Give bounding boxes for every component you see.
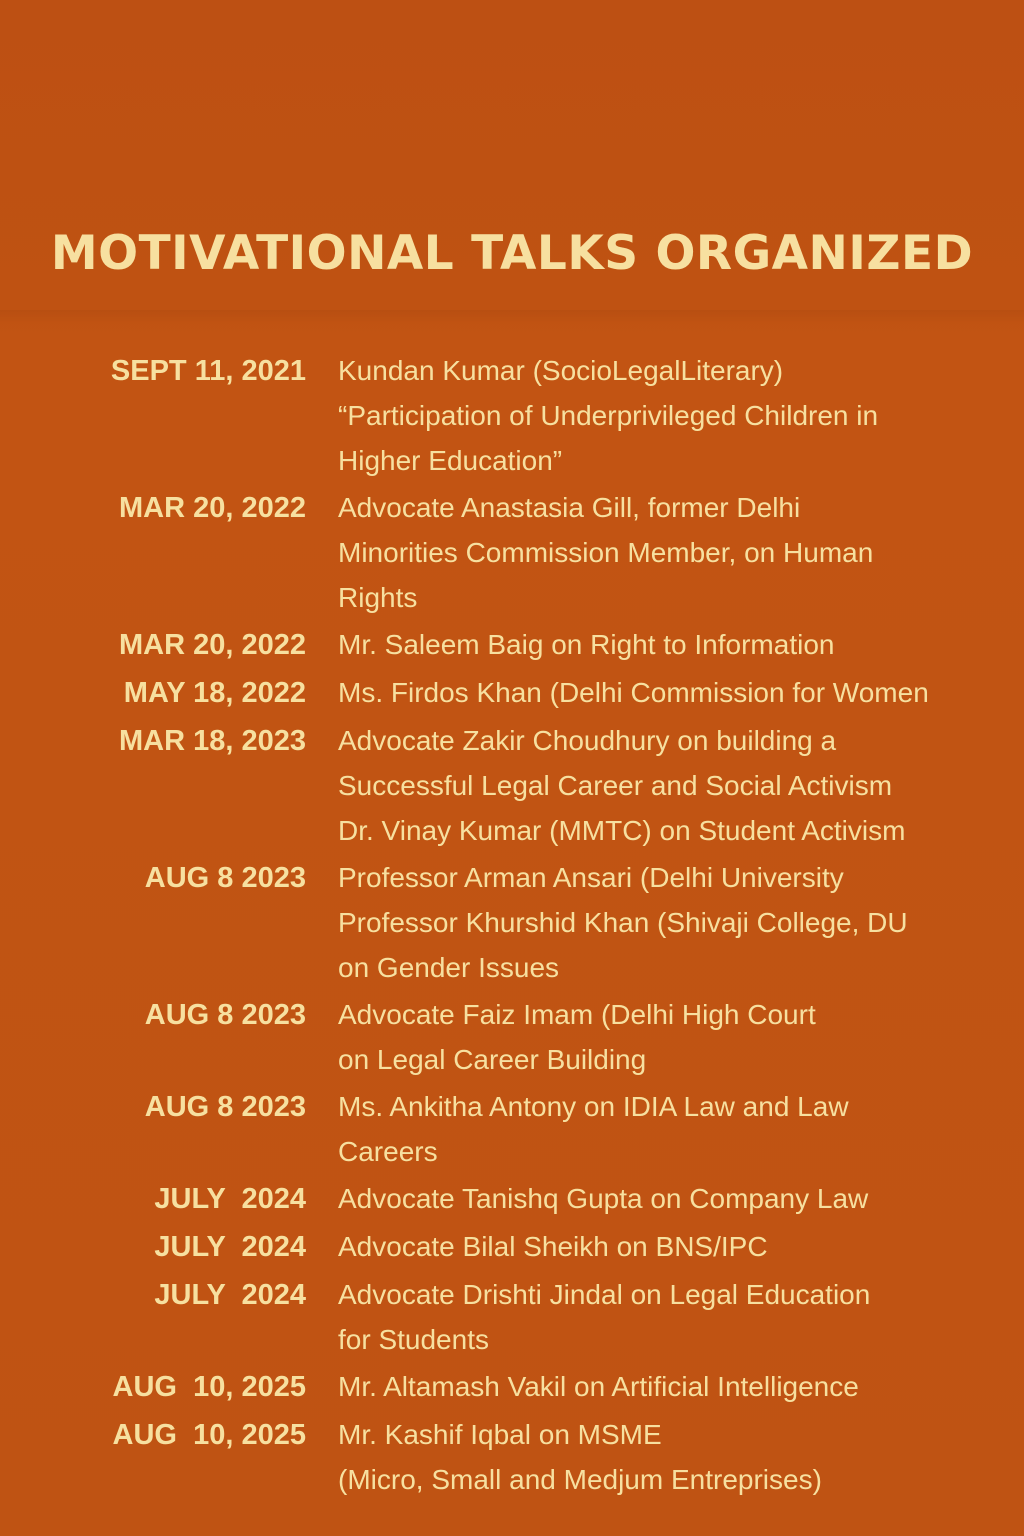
talk-line: Advocate Zakir Choudhury on building a <box>338 725 837 756</box>
talk-line: Kundan Kumar (SocioLegalLiterary) <box>338 355 784 386</box>
talk-line: Higher Education” <box>338 445 563 476</box>
talk-row <box>0 670 1024 716</box>
talk-date: MAY 18, 2022 <box>123 677 306 709</box>
talk-description <box>338 718 988 853</box>
talk-line: Ms. Ankitha Antony on IDIA Law and Law <box>338 1091 849 1122</box>
talk-line: “Participation of Underprivileged Children in <box>338 400 879 431</box>
talk-line: Minorities Commission Member, on Human <box>338 537 874 568</box>
talk-date: JULY 2024 <box>154 1279 306 1311</box>
talk-description <box>338 1412 988 1502</box>
talk-line: Rights <box>338 582 418 613</box>
talk-date: JULY 2024 <box>154 1183 306 1215</box>
talk-description <box>338 622 988 667</box>
talk-line: Mr. Altamash Vakil on Artificial Intelligence <box>338 1371 859 1402</box>
talk-line: Advocate Anastasia Gill, former Delhi <box>338 492 801 523</box>
talk-line: Successful Legal Career and Social Activism <box>338 770 893 801</box>
talk-description <box>338 485 988 620</box>
talk-row <box>0 718 1024 853</box>
talk-line: on Legal Career Building <box>338 1044 647 1075</box>
talk-date: MAR 20, 2022 <box>119 492 306 524</box>
talk-date: AUG 8 2023 <box>144 1091 306 1123</box>
talk-description <box>338 1176 988 1221</box>
talk-line: Ms. Firdos Khan (Delhi Commission for Women <box>338 677 929 708</box>
talk-row <box>0 622 1024 668</box>
talk-description <box>338 1224 988 1269</box>
talk-line: Advocate Drishti Jindal on Legal Education <box>338 1279 871 1310</box>
talk-description <box>338 1364 988 1409</box>
talk-date: MAR 18, 2023 <box>119 725 306 757</box>
talk-description <box>338 992 988 1082</box>
talk-line: Professor Arman Ansari (Delhi University <box>338 862 844 893</box>
talk-description <box>338 855 988 990</box>
talk-line: Advocate Tanishq Gupta on Company Law <box>338 1183 869 1214</box>
talk-line: Dr. Vinay Kumar (MMTC) on Student Activism <box>338 815 906 846</box>
talk-row <box>0 1176 1024 1222</box>
talk-date: SEPT 11, 2021 <box>110 355 306 387</box>
talk-row <box>0 1412 1024 1502</box>
talk-date: AUG 8 2023 <box>144 862 306 894</box>
talk-description <box>338 1272 988 1362</box>
talk-line: Mr. Kashif Iqbal on MSME <box>338 1419 662 1450</box>
page-title: MOTIVATIONAL TALKS ORGANIZED <box>50 226 974 281</box>
talk-date: AUG 10, 2025 <box>112 1371 306 1403</box>
talk-row <box>0 992 1024 1082</box>
talk-description <box>338 1084 988 1174</box>
talk-line: Mr. Saleem Baig on Right to Information <box>338 629 835 660</box>
talk-description <box>338 348 988 483</box>
talk-line: Advocate Bilal Sheikh on BNS/IPC <box>338 1231 768 1262</box>
talk-line: Advocate Faiz Imam (Delhi High Court <box>338 999 816 1030</box>
talk-line: for Students <box>338 1324 489 1355</box>
talk-description <box>338 670 988 715</box>
talk-row <box>0 1272 1024 1362</box>
talk-line: Professor Khurshid Khan (Shivaji College, DU <box>338 907 908 938</box>
talk-line: (Micro, Small and Medjum Entreprises) <box>338 1464 822 1495</box>
talk-date: MAR 20, 2022 <box>119 629 306 661</box>
talks-list <box>0 348 1024 1504</box>
talk-row <box>0 1364 1024 1410</box>
header-divider <box>0 310 1024 324</box>
talk-line: on Gender Issues <box>338 952 560 983</box>
talk-row <box>0 348 1024 483</box>
talk-date: JULY 2024 <box>154 1231 306 1263</box>
talk-row <box>0 855 1024 990</box>
talk-row <box>0 1224 1024 1270</box>
talk-row <box>0 485 1024 620</box>
talk-date: AUG 8 2023 <box>144 999 306 1031</box>
talk-row <box>0 1084 1024 1174</box>
talk-line: Careers <box>338 1136 438 1167</box>
talk-date: AUG 10, 2025 <box>112 1419 306 1451</box>
